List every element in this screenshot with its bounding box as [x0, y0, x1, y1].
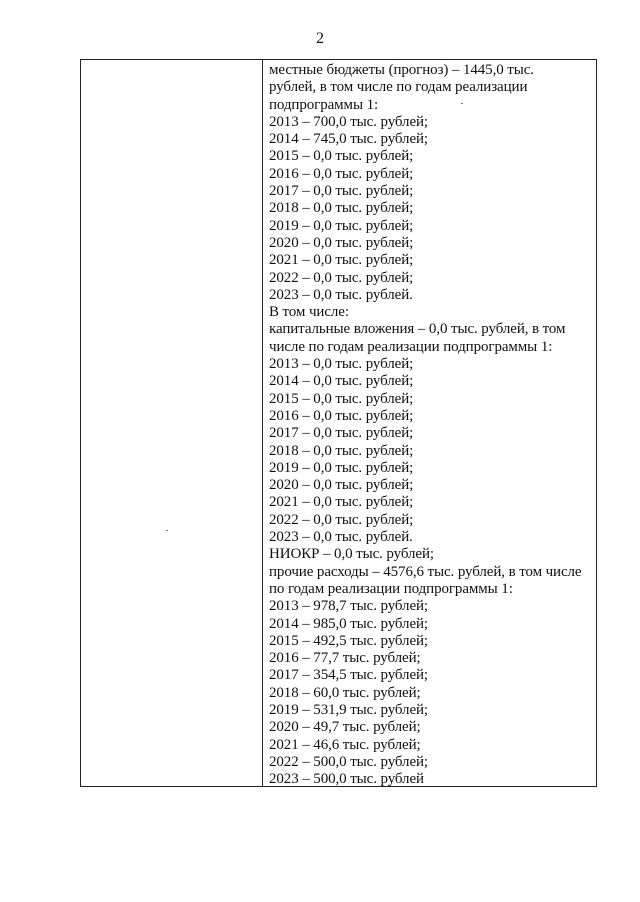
- cell-text-line: 2022 – 500,0 тыс. рублей;: [269, 753, 428, 770]
- cell-text-line: рублей, в том числе по годам реализации: [269, 79, 528, 96]
- cell-text-line: НИОКР – 0,0 тыс. рублей;: [269, 546, 434, 563]
- cell-text-line: 2017 – 0,0 тыс. рублей;: [269, 183, 414, 200]
- table-left-cell: [81, 60, 263, 786]
- table-right-cell: [263, 60, 596, 786]
- cell-text-line: 2019 – 531,9 тыс. рублей;: [269, 701, 428, 718]
- cell-text-line: числе по годам реализации подпрограммы 1:: [269, 338, 553, 355]
- cell-text-line: 2017 – 354,5 тыс. рублей;: [269, 667, 428, 684]
- cell-text-line: 2015 – 0,0 тыс. рублей;: [269, 148, 414, 165]
- data-table: [80, 59, 597, 787]
- cell-text-line: 2015 – 492,5 тыс. рублей;: [269, 632, 428, 649]
- cell-text-line: 2016 – 77,7 тыс. рублей;: [269, 650, 421, 667]
- cell-text-line: капитальные вложения – 0,0 тыс. рублей, в том: [269, 321, 566, 338]
- scan-speck: [166, 530, 168, 531]
- cell-text-line: 2020 – 0,0 тыс. рублей;: [269, 477, 414, 494]
- cell-text-line: 2017 – 0,0 тыс. рублей;: [269, 425, 414, 442]
- cell-text-line: 2020 – 49,7 тыс. рублей;: [269, 719, 421, 736]
- cell-text-line: В том числе:: [269, 304, 349, 321]
- cell-text-line: 2021 – 0,0 тыс. рублей;: [269, 252, 414, 269]
- cell-text-line: 2023 – 0,0 тыс. рублей.: [269, 286, 413, 303]
- cell-text-line: 2021 – 46,6 тыс. рублей;: [269, 736, 421, 753]
- cell-text-line: 2014 – 985,0 тыс. рублей;: [269, 615, 428, 632]
- cell-text-line: 2022 – 0,0 тыс. рублей;: [269, 511, 414, 528]
- cell-text-line: 2013 – 700,0 тыс. рублей;: [269, 113, 428, 130]
- cell-text-line: по годам реализации подпрограммы 1:: [269, 580, 513, 597]
- cell-text-line: 2013 – 978,7 тыс. рублей;: [269, 598, 428, 615]
- cell-text-line: 2019 – 0,0 тыс. рублей;: [269, 217, 414, 234]
- cell-text-line: 2018 – 0,0 тыс. рублей;: [269, 200, 414, 217]
- cell-text-line: местные бюджеты (прогноз) – 1445,0 тыс.: [269, 62, 534, 78]
- cell-text-line: 2013 – 0,0 тыс. рублей;: [269, 356, 414, 373]
- page-number: 2: [316, 30, 324, 47]
- cell-text-line: 2023 – 500,0 тыс. рублей: [269, 771, 424, 788]
- cell-text-line: 2014 – 745,0 тыс. рублей;: [269, 131, 428, 148]
- cell-text-line: 2019 – 0,0 тыс. рублей;: [269, 459, 414, 476]
- cell-text-line: 2016 – 0,0 тыс. рублей;: [269, 407, 414, 424]
- cell-text-line: подпрограммы 1:: [269, 96, 379, 113]
- cell-text-line: 2022 – 0,0 тыс. рублей;: [269, 269, 414, 286]
- cell-text-line: 2014 – 0,0 тыс. рублей;: [269, 373, 414, 390]
- scan-speck: [461, 103, 463, 104]
- cell-text-line: 2016 – 0,0 тыс. рублей;: [269, 165, 414, 182]
- cell-text-line: 2018 – 60,0 тыс. рублей;: [269, 684, 421, 701]
- cell-text-line: 2018 – 0,0 тыс. рублей;: [269, 442, 414, 459]
- cell-text-line: 2015 – 0,0 тыс. рублей;: [269, 390, 414, 407]
- cell-text-line: 2021 – 0,0 тыс. рублей;: [269, 494, 414, 511]
- cell-text-line: прочие расходы – 4576,6 тыс. рублей, в том числе: [269, 563, 582, 580]
- cell-text-line: 2020 – 0,0 тыс. рублей;: [269, 234, 414, 251]
- cell-text-line: 2023 – 0,0 тыс. рублей.: [269, 529, 413, 546]
